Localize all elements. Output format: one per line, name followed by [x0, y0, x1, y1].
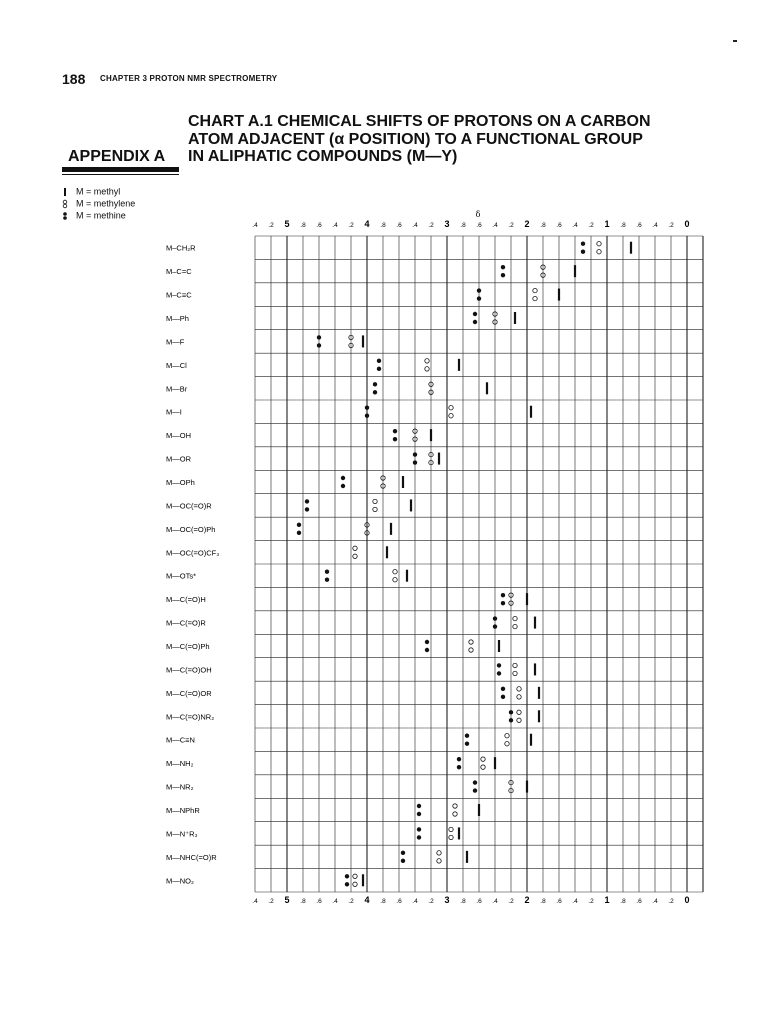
methyl-mark [534, 663, 536, 675]
x-tick-label: .4 [492, 222, 498, 229]
row-label: M—NPhR [166, 806, 200, 815]
methyl-mark [430, 429, 432, 441]
methine-mark [501, 593, 505, 597]
x-tick-label: .4 [652, 898, 658, 905]
methyl-mark [402, 476, 404, 488]
row-label: M—OPh [166, 478, 195, 487]
row-label: M—NH₂ [166, 759, 194, 769]
methine-mark [417, 835, 421, 839]
methyl-mark [406, 570, 408, 582]
methine-mark [413, 452, 417, 456]
methine-mark [581, 250, 585, 254]
methine-mark [297, 531, 301, 535]
row-label: M—OR [166, 454, 191, 464]
methylene-mark [469, 640, 473, 644]
methylene-mark [517, 687, 521, 691]
page-number: 188 [62, 71, 86, 87]
x-tick-label: 3 [444, 895, 450, 905]
x-tick-label: .2 [508, 222, 514, 229]
methine-mark [413, 460, 417, 464]
x-tick-label: 5 [284, 219, 290, 229]
x-tick-label: 0 [684, 895, 690, 905]
x-tick-label: .2 [428, 898, 434, 905]
methylene-mark [353, 874, 357, 878]
methylene-mark [353, 546, 357, 550]
x-tick-label: 5 [284, 895, 290, 905]
methylene-mark [597, 250, 601, 254]
methylene-mark [449, 414, 453, 418]
methylene-mark [517, 718, 521, 722]
methine-mark [465, 734, 469, 738]
methylene-mark [533, 296, 537, 300]
methyl-mark [466, 851, 468, 863]
methylene-mark [373, 507, 377, 511]
x-tick-label: .8 [620, 222, 626, 229]
x-tick-label: 3 [444, 219, 450, 229]
x-tick-label: .4 [652, 222, 658, 229]
methine-mark [501, 601, 505, 605]
methine-mark [297, 523, 301, 527]
x-tick-label: .4 [572, 222, 578, 229]
x-tick-label: 2 [524, 895, 530, 905]
x-tick-label: .2 [268, 222, 274, 229]
methyl-mark [410, 499, 412, 511]
methine-mark [425, 648, 429, 652]
methyl-mark [362, 335, 364, 347]
x-tick-label: .8 [460, 898, 466, 905]
methylene-mark [453, 804, 457, 808]
methine-mark [425, 640, 429, 644]
x-tick-label: .8 [300, 222, 306, 229]
row-label: M–CH₂R [166, 243, 196, 253]
x-tick-label: .8 [460, 222, 466, 229]
x-tick-label: .6 [476, 222, 482, 229]
methylene-mark [469, 648, 473, 652]
x-tick-label: .2 [348, 898, 354, 905]
x-tick-label: .6 [316, 222, 322, 229]
x-tick-label: .6 [476, 898, 482, 905]
x-tick-label: 2 [524, 219, 530, 229]
methine-mark [501, 273, 505, 277]
row-label: M—C(=O)OR [166, 688, 212, 698]
methylene-mark [437, 859, 441, 863]
row-label: M—C(=O)OH [166, 665, 212, 675]
methine-mark [401, 851, 405, 855]
methylene-mark [393, 578, 397, 582]
methine-mark [341, 484, 345, 488]
methine-mark [393, 429, 397, 433]
x-tick-label: .8 [380, 222, 386, 229]
methyl-mark [534, 617, 536, 629]
methylene-mark [425, 359, 429, 363]
x-tick-label: .6 [636, 898, 642, 905]
row-label: M—NHC(=O)R [166, 852, 217, 862]
methyl-mark [558, 289, 560, 301]
x-tick-label: .6 [316, 898, 322, 905]
methyl-mark [530, 406, 532, 418]
methine-mark [377, 367, 381, 371]
methylene-mark [425, 367, 429, 371]
methine-mark [373, 382, 377, 386]
x-tick-label: .2 [268, 898, 274, 905]
methyl-mark [478, 804, 480, 816]
legend-label: M = methyl [76, 186, 121, 197]
methine-mark [417, 804, 421, 808]
methylene-mark [437, 851, 441, 855]
methylene-mark [513, 616, 517, 620]
methylene-mark [517, 710, 521, 714]
row-label: M—C≡N [166, 735, 195, 745]
methine-mark [317, 335, 321, 339]
methine-mark [345, 874, 349, 878]
x-tick-label: .2 [428, 222, 434, 229]
x-tick-label: .8 [620, 898, 626, 905]
x-tick-label: .4 [252, 898, 258, 905]
x-tick-label: .4 [332, 222, 338, 229]
x-tick-label: .8 [380, 898, 386, 905]
row-label: M—F [166, 337, 185, 347]
methine-mark [305, 499, 309, 503]
row-label: M—Br [166, 384, 188, 394]
methine-mark [501, 687, 505, 691]
x-tick-label: .2 [588, 222, 594, 229]
methine-mark [377, 359, 381, 363]
methine-mark [345, 882, 349, 886]
methine-mark [317, 343, 321, 347]
methylene-mark [353, 882, 357, 886]
methyl-mark [390, 523, 392, 535]
x-tick-label: .2 [588, 898, 594, 905]
methyl-mark [494, 757, 496, 769]
x-tick-label: .8 [540, 898, 546, 905]
methyl-mark [526, 781, 528, 793]
methylene-mark [449, 835, 453, 839]
methylene-mark [597, 242, 601, 246]
chart-title-line: CHART A.1 CHEMICAL SHIFTS OF PROTONS ON A CARBON [188, 113, 651, 130]
methine-mark [501, 265, 505, 269]
methine-mark [341, 476, 345, 480]
methine-mark [497, 663, 501, 667]
x-tick-label: .2 [668, 898, 674, 905]
methine-mark [493, 616, 497, 620]
row-label: M–C=C [166, 267, 192, 277]
methine-mark [477, 288, 481, 292]
methine-mark [417, 812, 421, 816]
methyl-mark [458, 827, 460, 839]
x-tick-label: .2 [668, 222, 674, 229]
x-tick-label: .4 [492, 898, 498, 905]
running-head: CHAPTER 3 PROTON NMR SPECTROMETRY [100, 74, 278, 83]
methine-mark [365, 406, 369, 410]
methyl-mark [526, 593, 528, 605]
methine-mark [473, 780, 477, 784]
methylene-mark [481, 757, 485, 761]
methine-mark [493, 624, 497, 628]
row-label: M—C(=O)Ph [166, 642, 210, 651]
methylene-mark [505, 734, 509, 738]
methine-mark [509, 710, 513, 714]
x-tick-label: .2 [348, 222, 354, 229]
methine-mark [465, 742, 469, 746]
x-tick-label: .8 [540, 222, 546, 229]
methyl-mark [538, 710, 540, 722]
methylene-mark [513, 671, 517, 675]
x-tick-label: .4 [252, 222, 258, 229]
methine-mark [401, 859, 405, 863]
methyl-mark [530, 734, 532, 746]
x-tick-label: .4 [332, 898, 338, 905]
chart-title-line: ATOM ADJACENT (α POSITION) TO A FUNCTIONAL GROUP [188, 130, 643, 148]
methine-mark [473, 320, 477, 324]
x-tick-label: .2 [508, 898, 514, 905]
methylene-mark [353, 554, 357, 558]
x-tick-label: 0 [684, 219, 690, 229]
x-tick-label: .4 [572, 898, 578, 905]
methyl-mark [438, 453, 440, 465]
methyl-mark [486, 382, 488, 394]
x-tick-label: .6 [556, 898, 562, 905]
methine-mark [473, 312, 477, 316]
methine-mark [509, 718, 513, 722]
x-tick-label: .4 [412, 898, 418, 905]
legend-label: M = methylene [76, 198, 136, 209]
row-label: M—Ph [166, 314, 189, 323]
row-label: M—NR₂ [166, 782, 194, 792]
methylene-mark [517, 695, 521, 699]
methine-mark [305, 507, 309, 511]
methylene-mark [513, 663, 517, 667]
methylene-mark [449, 827, 453, 831]
methylene-mark [481, 765, 485, 769]
x-tick-label: .6 [556, 222, 562, 229]
methylene-mark [533, 288, 537, 292]
x-tick-label: .8 [300, 898, 306, 905]
methyl-mark [574, 265, 576, 277]
methylene-mark [393, 570, 397, 574]
row-label: M—OC(=O)CF₃ [166, 548, 220, 558]
row-label: M—OC(=O)R [166, 501, 212, 511]
methine-mark [501, 695, 505, 699]
methyl-mark [514, 312, 516, 324]
x-tick-label: 4 [364, 219, 370, 229]
methine-mark [373, 390, 377, 394]
row-label: M—C(=O)NR₂ [166, 712, 215, 722]
methine-mark [393, 437, 397, 441]
methine-mark [477, 296, 481, 300]
methylene-mark [505, 742, 509, 746]
row-label: M—I [166, 407, 182, 417]
row-label: M—NO₂ [166, 876, 194, 886]
methine-mark [325, 570, 329, 574]
x-axis-label: δ [475, 210, 481, 219]
appendix-label: APPENDIX A [68, 148, 166, 165]
methine-mark [365, 414, 369, 418]
methylene-mark [453, 812, 457, 816]
x-tick-label: .6 [636, 222, 642, 229]
methyl-mark [498, 640, 500, 652]
methyl-mark [362, 874, 364, 886]
methyl-mark [458, 359, 460, 371]
row-label: M—OH [166, 431, 191, 441]
legend-label: M = methine [76, 210, 126, 221]
methine-mark [581, 242, 585, 246]
methylene-mark [373, 499, 377, 503]
methylene-mark [449, 406, 453, 410]
x-tick-label: 1 [604, 895, 610, 905]
row-label: M—Cl [166, 360, 187, 370]
row-label: M—N⁺R₃ [166, 829, 198, 839]
methine-mark [417, 827, 421, 831]
methine-mark [325, 578, 329, 582]
methyl-mark [538, 687, 540, 699]
x-tick-label: 1 [604, 219, 610, 229]
methine-mark [457, 765, 461, 769]
methyl-mark [386, 546, 388, 558]
methylene-mark [513, 624, 517, 628]
x-tick-label: .6 [396, 222, 402, 229]
row-label: M–C≡C [166, 290, 192, 300]
row-label: M—C(=O)R [166, 618, 206, 628]
row-label: M—OC(=O)Ph [166, 524, 216, 534]
methine-mark [473, 788, 477, 792]
x-tick-label: 4 [364, 895, 370, 905]
row-label: M—C(=O)H [166, 595, 206, 605]
x-tick-label: .6 [396, 898, 402, 905]
row-label: M—OTs* [166, 571, 196, 581]
x-tick-label: .4 [412, 222, 418, 229]
methyl-mark [630, 242, 632, 254]
methine-mark [497, 671, 501, 675]
methine-mark [457, 757, 461, 761]
chart-title-line: IN ALIPHATIC COMPOUNDS (M—Y) [188, 148, 458, 165]
